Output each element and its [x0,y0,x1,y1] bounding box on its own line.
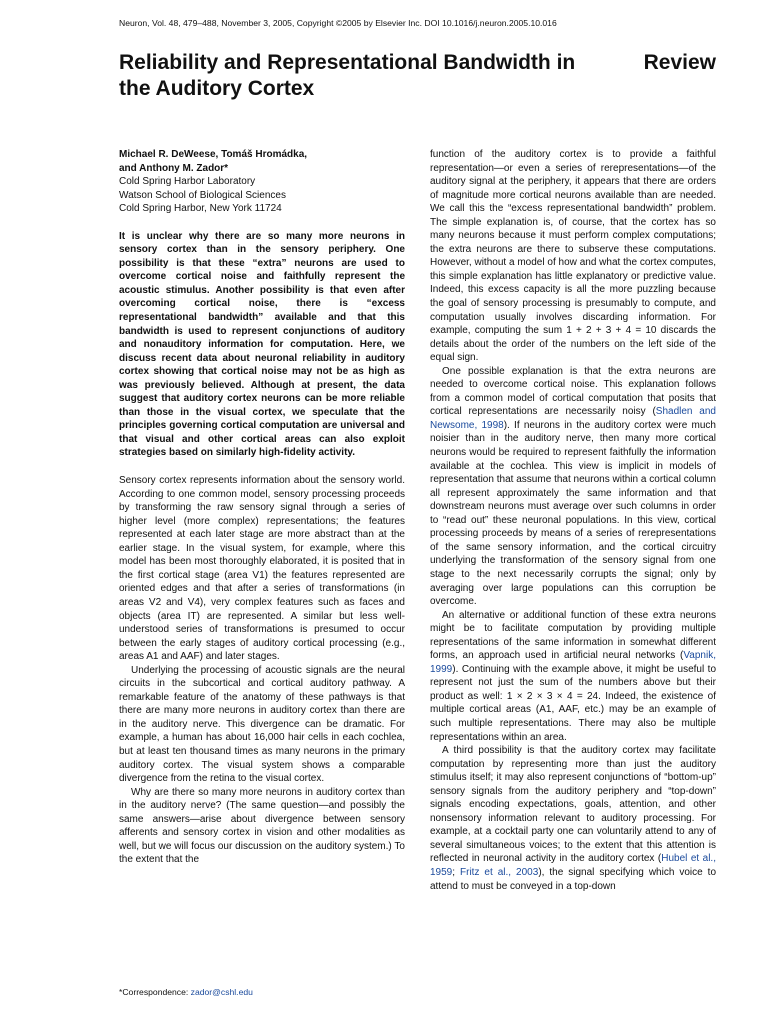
body-paragraph-6 [430,609,716,744]
article-type-label: Review [643,51,716,74]
left-column [119,148,405,867]
author-names-continued: and Anthony M. Zador* [119,162,229,174]
paragraph-text: An alternative or additional function of these extra neurons might be to facilitate computation by providing multiple representations of the same information in somewhat different forms, an approach used in artificial neural networks ( [430,609,716,662]
body-paragraph-2: Underlying the processing of acoustic signals are the neural circuits in the subcortical and cortical auditory pathway. A remarkable feature of the anatomy of these pathways is that there are many more neurons in auditory cortex than there are in the auditory nerve. This divergence can be dramatic. For example, a human has about 16,000 hair cells in each cochlea, but at least ten thousand times as many neurons in the primary auditory cortex. The visual system shows a comparable divergence from the retina to the visual cortex. [119,664,405,785]
paragraph-text: ), the signal specifying which voice to attend to must be conveyed in a top-down [430,866,717,892]
abstract: It is unclear why there are so many more neurons in sensory cortex than in the sensory periphery. One possibility is that these “extra” neurons are used to overcome cortical noise and faithfully represent the acoustic stimulus. Another possibility is that even after overcoming cortical noise, there is “excess representational bandwidth” available and that this bandwidth is used to represent conjunctions of auditory and nonauditory information for computation. Here, we discuss recent data about neuronal reliability in auditory cortex showing that cortical noise may not be as high as was previously believed. Although at present, the data suggest that auditory cortex neurons can be more reliable than those in the visual cortex, we speculate that the principles governing cortical computation are universal and that visual and other cortical areas can also exploit strategies based on similarly high-fidelity activity. [119,230,405,459]
footnote-label: *Correspondence: [119,987,191,997]
body-paragraph-4: function of the auditory cortex is to provide a faithful representation—or even a series of rerepresentations—of the auditory signal at the periphery, it appears that there are orders of magnitude more cortical neurons available than are needed. We call this the “excess representational bandwidth” problem. The simple explanation is, of course, that the cortex has so many neurons because it must perform complex computations; the extra neurons are there to subserve these computations. However, without a model of how and what the cortex computes, this simple explanation has little explanatory or predictive value. Indeed, this excess capacity is all the more puzzling because the goal of sensory processing is presumably to compute, and computation usually involves discarding information. For example, computing the sum 1 + 2 + 3 + 4 = 10 discards the details about the order of the numbers on the left side of the equal sign. [430,149,716,364]
affiliation-lab: Cold Spring Harbor Laboratory [119,176,256,188]
correspondence-footnote [119,986,405,998]
citation-link-shadlen[interactable]: Shadlen and Newsome, 1998 [430,406,716,431]
citation-link-hubel[interactable]: Hubel et al., 1959 [430,853,716,878]
body-paragraph-1: Sensory cortex represents information about the sensory world. According to one common model, sensory processing proceeds by transforming the raw sensory signal through a series of higher level (more complex) representations; the features represented at each later stage are more abstract than at the earlier stage. In the visual system, for example, where this model has been most thoroughly elaborated, it is posited that in the first cortical stage (area V1) the features represented are oriented edges and that after a series of transformations (in areas V2 and V4), very complex features such as faces and objects (area IT) are represented. A similar but less well-understood series of transformations is presumed to occur between the early stages of auditory cortical processing (e.g., areas A1 and AAF) and later stages. [119,475,405,663]
affiliation-school: Watson School of Biological Sciences [119,189,286,201]
author-names: Michael R. DeWeese, Tomáš Hromádka, [119,149,308,160]
correspondence-email-link[interactable]: zador@cshl.edu [190,987,253,997]
body-paragraph-5 [430,365,716,609]
citation-link-vapnik[interactable]: Vapnik, 1999 [430,650,716,675]
article-title: Reliability and Representational Bandwidth in the Auditory Cortex [119,51,576,100]
affiliation-address: Cold Spring Harbor, New York 11724 [119,203,282,215]
paragraph-text: One possible explanation is that the extra neurons are needed to overcome cortical noise. This explanation follows from a common model of cortical computation that posits that cortical representations are necessarily noisy ( [430,365,716,418]
paragraph-text: A third possibility is that the auditory cortex may facilitate computation by representing more than just the auditory stimulus itself; it may also represent conjunctions of “bottom-up” sensory signals from the auditory periphery and “top-down” signals encoding expectations, goals, attention, and other nonsensory information relevant to auditory processing. For example, at a cocktail party one can voluntarily attend to any of several simultaneous voices; to the extent that this attention is reflected in neuronal activity in the auditory cortex ( [430,745,716,865]
paragraph-text: ). Continuing with the example above, it might be useful to represent not just the sum of the numbers above but their product as well: 1 × 2 × 3 × 4 = 24. Indeed, the existence of multiple cortical areas (A1, AAF, etc.) may be an example of such multiple representations. There may also be multiple representations within an area. [430,663,716,743]
citation-link-fritz[interactable]: Fritz et al., 2003 [460,866,539,878]
body-paragraph-7 [430,744,716,893]
paragraph-text: ). If neurons in the auditory cortex were much noisier than in the auditory nerve, then many more cortical neurons would be required to represent faithfully the information available at the cochlea. This view is implicit in models of representation that assume that neurons within a cortical column all represent approximately the same information and that downstream neurons must average over such columns in order to “read out” these neuronal populations. In this view, cortical processing proceeds by means of a series of rerepresentations of the same sensory information, and the cortical circuitry underlying the transformation of the sensory signal from one stage to the next necessarily corrupts the signal; only by averaging over large populations can this corruption be overcome. [430,419,716,608]
body-paragraph-3: Why are there so many more neurons in auditory cortex than in the auditory nerve? (The same question—and possibly the same answers—arise about divergence between sensory afferents and sensory cortex in vision and other modalities as well, but we will focus our discussion on the auditory system.) To the extent that the [119,786,405,866]
journal-citation-header: Neuron, Vol. 48, 479–488, November 3, 2005, Copyright ©2005 by Elsevier Inc. DOI 10.1016/j.neuron.2005.10.016 [119,18,557,28]
author-block [119,148,405,216]
citation-separator: ; [452,866,461,878]
right-column [430,148,716,893]
